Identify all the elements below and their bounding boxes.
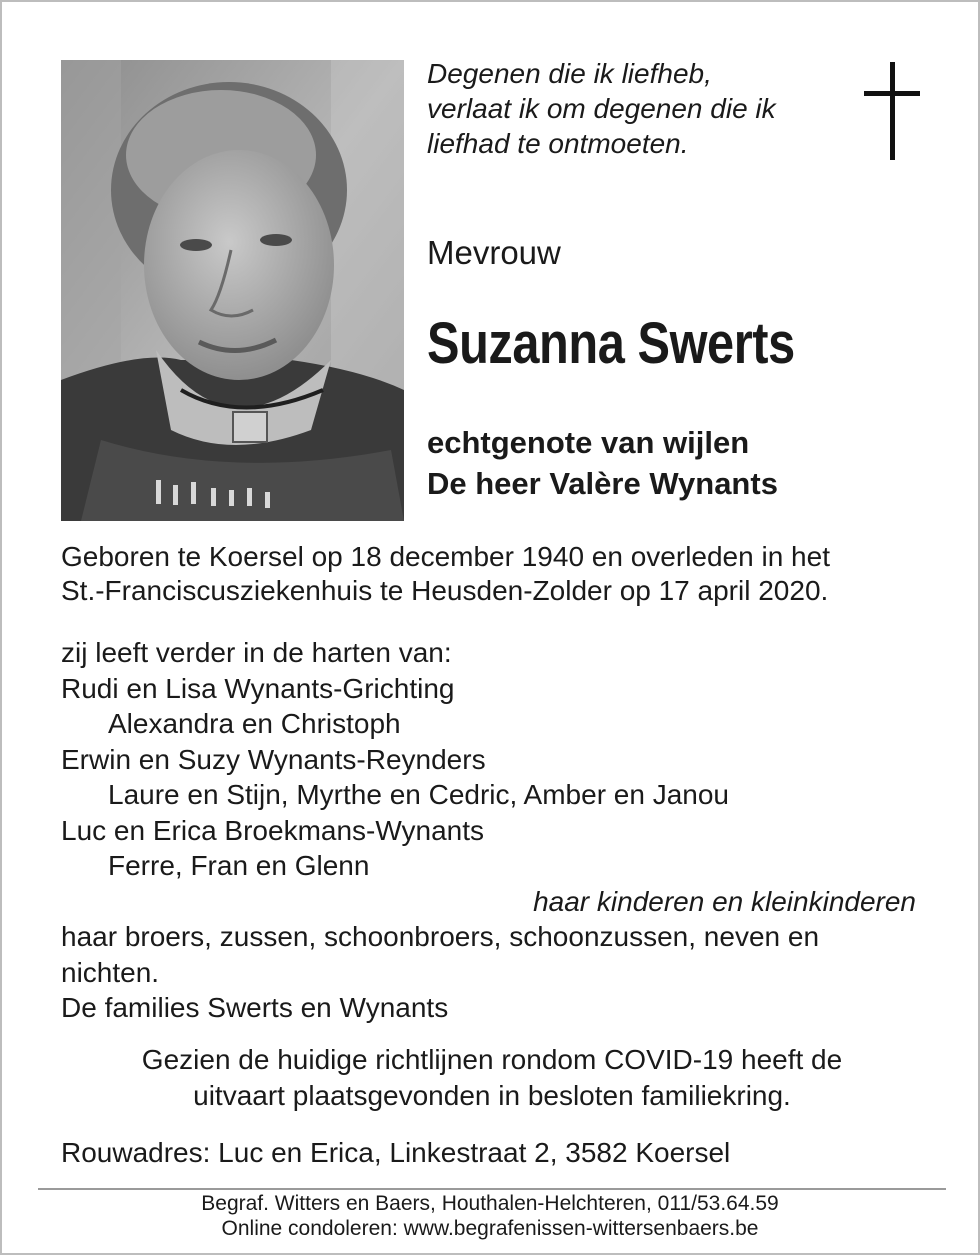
portrait-photo xyxy=(61,60,404,521)
memorial-quote xyxy=(427,56,847,161)
covid-notice xyxy=(32,1042,952,1114)
deceased-name: Suzanna Swerts xyxy=(427,311,795,376)
child-couple: Rudi en Lisa Wynants-Grichting xyxy=(61,672,455,704)
birth-death-line: St.-Franciscusziekenhuis te Heusden-Zolder op 17 april 2020. xyxy=(61,575,829,606)
covid-notice-line: Gezien de huidige richtlijnen rondom COVID-19 heeft de xyxy=(141,1044,843,1075)
portrait-illustration xyxy=(61,60,404,521)
funeral-home-line: Begraf. Witters en Baers, Houthalen-Helchteren, 011/53.64.59 xyxy=(201,1192,779,1215)
birth-death-line: Geboren te Koersel op 18 december 1940 en overleden in het xyxy=(61,541,830,572)
family-caption: haar kinderen en kleinkinderen xyxy=(533,885,916,917)
birth-death-info xyxy=(61,540,931,608)
honorific-title: Mevrouw xyxy=(427,234,561,271)
funeral-home-footer xyxy=(2,1191,978,1241)
child-couple: Erwin en Suzy Wynants-Reynders xyxy=(61,743,486,775)
grandchildren: Ferre, Fran en Glenn xyxy=(108,850,370,881)
latin-cross-icon xyxy=(864,62,920,165)
family-intro: zij leeft verder in de harten van: xyxy=(61,637,452,668)
footer-divider xyxy=(38,1188,946,1190)
child-couple: Luc en Erica Broekmans-Wynants xyxy=(61,814,485,846)
spouse-line: echtgenote van wijlen xyxy=(427,425,750,460)
spouse-info xyxy=(427,422,778,504)
mourning-address: Rouwadres: Luc en Erica, Linkestraat 2, 3582 Koersel xyxy=(61,1137,731,1168)
families-line: De families Swerts en Wynants xyxy=(61,992,449,1023)
family-list xyxy=(61,635,931,1026)
quote-line: verlaat ik om degenen die ik xyxy=(427,93,776,124)
quote-line: liefhad te ontmoeten. xyxy=(427,128,689,159)
condolence-website-line: Online condoleren: www.begrafenissen-wittersenbaers.be xyxy=(221,1217,759,1240)
relatives-line: haar broers, zussen, schoonbroers, schoonzussen, neven en nichten. xyxy=(61,921,820,988)
grandchildren: Laure en Stijn, Myrthe en Cedric, Amber en Janou xyxy=(108,779,730,810)
spouse-line: De heer Valère Wynants xyxy=(427,466,778,501)
quote-line: Degenen die ik liefheb, xyxy=(427,58,712,89)
grandchildren: Alexandra en Christoph xyxy=(108,708,401,739)
covid-notice-line: uitvaart plaatsgevonden in besloten familiekring. xyxy=(193,1080,791,1111)
